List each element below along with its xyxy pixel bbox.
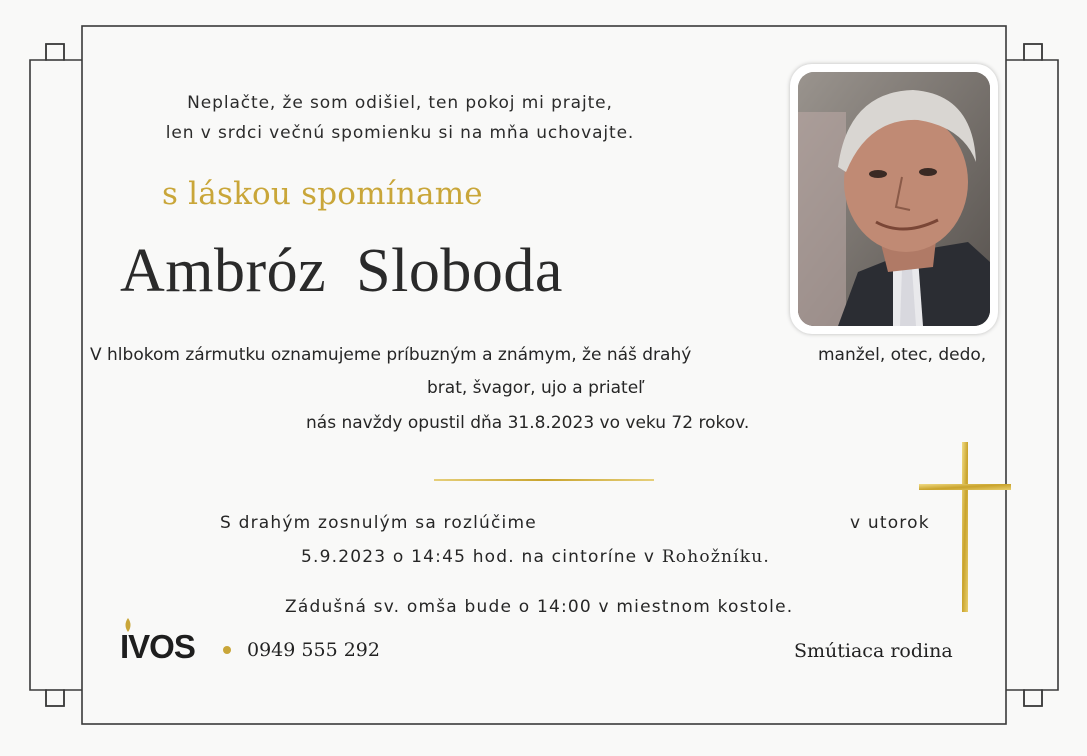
phone-number: 0949 555 292 <box>247 639 380 661</box>
signature: Smútiaca rodina <box>794 640 953 662</box>
farewell-text: S drahým zosnulým sa rozlúčime <box>220 513 537 533</box>
funeral-place: Rohožníku. <box>661 547 771 567</box>
mass-info: Zádušná sv. omša bude o 14:00 v miestnom kostole. <box>285 597 794 617</box>
logo-text: IVOS <box>120 628 195 665</box>
last-name: Sloboda <box>356 237 563 305</box>
portrait-photo <box>790 64 998 334</box>
cross-icon <box>916 442 1014 614</box>
separator-dot <box>223 646 231 654</box>
verse-line-2: len v srdci večnú spomienku si na mňa uchovajte. <box>165 123 635 143</box>
funeral-datetime <box>301 547 770 567</box>
announcement-line-3: nás navždy opustil dňa 31.8.2023 vo veku 72 rokov. <box>306 413 750 433</box>
farewell-day: v utorok <box>850 513 930 533</box>
subtitle: s láskou spomíname <box>162 176 483 212</box>
announcement-relations-1: manžel, otec, dedo, <box>818 345 987 365</box>
announcement-line-1: V hlbokom zármutku oznamujeme príbuzným a známym, že náš drahý <box>90 345 692 365</box>
verse-line-1: Neplačte, že som odišiel, ten pokoj mi prajte, <box>187 93 613 113</box>
first-name: Ambróz <box>120 237 327 305</box>
verse <box>120 88 680 148</box>
announcement-relations-2: brat, švagor, ujo a priateľ <box>427 378 645 398</box>
deceased-name <box>120 236 563 307</box>
funeral-date-time: 5.9.2023 o 14:45 hod. na cintoríne v <box>301 547 656 567</box>
portrait-image <box>798 72 990 326</box>
gold-divider <box>434 479 654 481</box>
